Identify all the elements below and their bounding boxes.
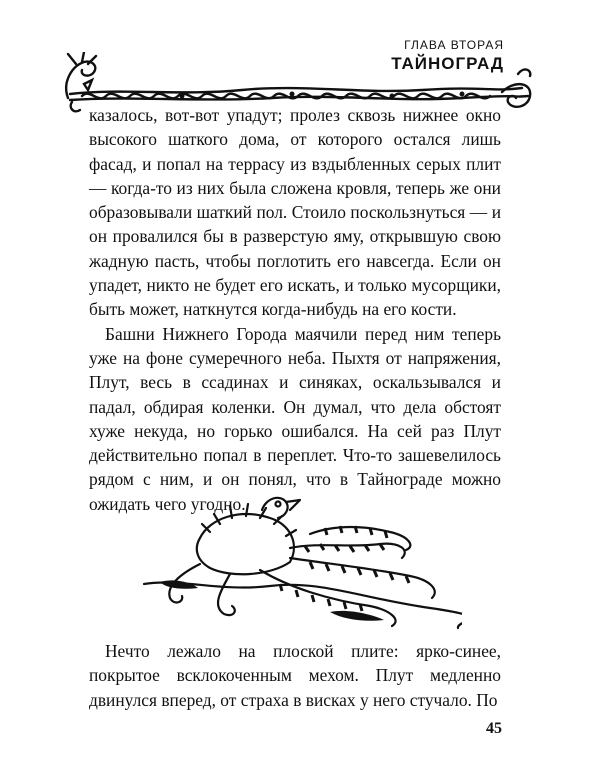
text-block-bottom xyxy=(89,639,501,712)
paragraph: Башни Нижнего Города маячили перед ним теперь уже на фоне сумеречного неба. Пыхтя от напряжения, Плут, весь в ссадинах и синяках, оскальзывался и падал, обдирая коленки. Он думал, что дела обстоят хуже некуда, но горько ошибался. На сей раз Плут действительно попал в переплет. Что-то зашевелилось рядом с ним, и он понял, что в Тайнограде можно ожидать чего угодно. xyxy=(89,323,501,514)
paragraph: казалось, вот-вот упадут; пролез сквозь нижнее окно высокого шаткого дома, от которого остался лишь фасад, и попал на террасу из вздыбленных серых плит — когда-то из них была сложена кровля, теперь же они образовывали шаткий пол. Стоило поскользнуться — и он провалился бы в разверстую яму, открывшую свою жадную пасть, чтобы поглотить его навсегда. Если он упадет, никто не будет его искать, и только мусорщики, быть может, наткнутся когда-нибудь на его кости. xyxy=(89,105,501,320)
chapter-label: ГЛАВА ВТОРАЯ xyxy=(404,38,504,52)
chapter-title: ТАЙНОГРАД xyxy=(391,54,504,73)
creature-illustration xyxy=(140,488,462,636)
page-number: 45 xyxy=(486,720,502,737)
paragraph: Нечто лежало на плоской плите: ярко-синее, покрытое всклокоченным мехом. Плут медленно двинулся вперед, от страха в висках у него стучало. По xyxy=(89,641,501,710)
text-block-top xyxy=(89,103,501,516)
